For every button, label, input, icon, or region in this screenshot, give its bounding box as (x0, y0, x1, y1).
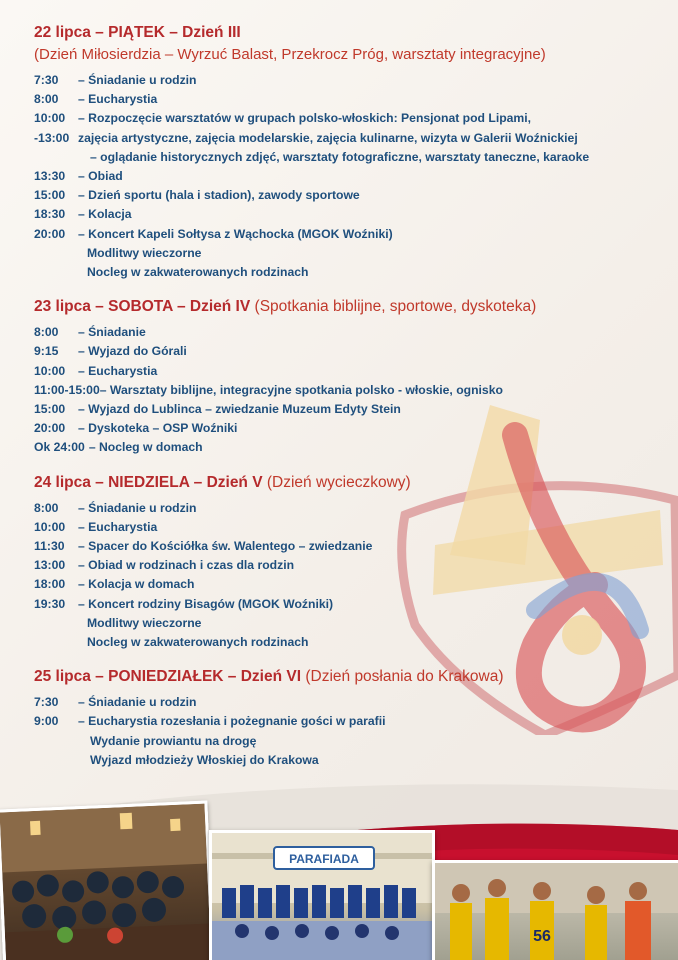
item-time: 8:00 (34, 92, 59, 107)
schedule-item (34, 518, 654, 537)
day-title: 24 lipca – NIEDZIELA – Dzień V (34, 473, 263, 491)
day-subtitle: (Spotkania biblijne, sportowe, dyskoteka) (254, 298, 537, 316)
day-title: 23 lipca – SOBOTA – Dzień IV (34, 298, 251, 316)
item-time: 11:30 (34, 539, 65, 554)
item-text: – Śniadanie u rodzin (78, 695, 197, 710)
item-time: 13:00 (34, 558, 66, 573)
schedule-item (34, 167, 654, 186)
church-group-photo (0, 800, 215, 960)
schedule-item (34, 419, 654, 438)
schedule (34, 22, 654, 784)
item-text: – Dzień sportu (hala i stadion), zawody sportowe (78, 188, 360, 203)
item-time: 10:00 (34, 519, 66, 534)
item-text: – Wyjazd do Lublinca – zwiedzanie Muzeum Edyty Stein (78, 402, 401, 417)
item-time: 9:00 (34, 714, 59, 729)
item-time: 10:00 (34, 111, 66, 126)
item-text: – Koncert rodziny Bisagów (MGOK Woźniki) (78, 596, 334, 611)
day-section (34, 296, 654, 457)
item-time: 7:30 (34, 695, 59, 710)
item-text: – Śniadanie u rodzin (78, 73, 197, 87)
parafiada-banner: PARAFIADA (289, 852, 359, 866)
item-text: – Eucharystia (78, 92, 158, 107)
day-heading (34, 472, 654, 493)
day-heading: 22 lipca – PIĄTEK – Dzień III (34, 24, 241, 41)
schedule-item (34, 109, 654, 128)
item-continuation: Wydanie prowiantu na drogę (90, 733, 257, 748)
item-continuation: Nocleg w zakwaterowanych rodzinach (87, 635, 309, 650)
item-text: – Kolacja w domach (78, 577, 195, 592)
item-text: – Obiad w rodzinach i czas dla rodzin (78, 558, 295, 573)
item-time: 9:15 (34, 344, 59, 359)
item-text: – Eucharystia (78, 363, 158, 378)
item-continuation: – oglądanie historycznych zdjęć, warsztaty fotograficzne, warsztaty taneczne, karaoke (90, 149, 590, 164)
item-text: – Obiad (78, 169, 123, 184)
day-title: 25 lipca – PONIEDZIAŁEK – Dzień VI (34, 668, 302, 686)
item-text: – Śniadanie u rodzin (78, 500, 197, 515)
day-subtitle: (Dzień wycieczkowy) (266, 473, 411, 491)
item-text: – Rozpoczęcie warsztatów w grupach polsko-włoskich: Pensjonat pod Lipami, (78, 111, 532, 126)
item-text: zajęcia artystyczne, zajęcia modelarskie, zajęcia kulinarne, wizyta w Galerii Woźnickiej (78, 130, 578, 145)
schedule-item (34, 129, 654, 148)
schedule-item (34, 712, 654, 731)
schedule-item (34, 323, 654, 342)
item-text: – Kolacja (78, 207, 132, 222)
item-time: 15:00 (34, 188, 66, 203)
day-section (34, 22, 654, 282)
schedule-item (34, 205, 654, 224)
schedule-item (34, 438, 654, 457)
item-continuation: Nocleg w zakwaterowanych rodzinach (87, 265, 309, 280)
schedule-item (34, 537, 654, 556)
item-time: 20:00 (34, 421, 66, 436)
day-heading (34, 296, 654, 317)
item-time: 7:30 (34, 73, 59, 87)
schedule-item (34, 693, 654, 712)
jersey-number: 56 (533, 928, 551, 945)
item-time: 8:00 (34, 500, 59, 515)
item-continuation: Modlitwy wieczorne (87, 245, 202, 260)
day-subtitle: (Dzień posłania do Krakowa) (305, 668, 504, 686)
schedule-item (34, 71, 654, 90)
item-time: 18:30 (34, 207, 66, 222)
item-text: – Warsztaty biblijne, integracyjne spotkania polsko - włoskie, ognisko (99, 382, 503, 397)
schedule-item (34, 400, 654, 419)
item-text: – Spacer do Kościółka św. Walentego – zwiedzanie (78, 539, 373, 554)
item-time: 19:30 (34, 596, 66, 611)
item-time: 15:00 (34, 402, 66, 417)
schedule-item (34, 225, 654, 244)
item-time: 8:00 (34, 325, 59, 340)
volleyball-team-photo (432, 860, 678, 960)
item-time: 11:00-15:00 (34, 382, 100, 397)
schedule-item (34, 342, 654, 361)
item-time: 13:30 (34, 169, 66, 184)
item-text: – Eucharystia rozesłania i pożegnanie gości w parafii (78, 714, 386, 729)
item-time: -13:00 (34, 130, 70, 145)
item-text: – Nocleg w domach (88, 440, 203, 455)
schedule-item (34, 595, 654, 614)
item-time: 20:00 (34, 226, 66, 241)
schedule-item (34, 362, 654, 381)
parafiada-team-photo (209, 830, 435, 960)
item-text: – Koncert Kapeli Sołtysa z Wąchocka (MGOK Woźniki) (78, 226, 393, 241)
day-subtitle: (Dzień Miłosierdzia – Wyrzuć Balast, Przekrocz Próg, warsztaty integracyjne) (34, 46, 546, 63)
schedule-item (34, 499, 654, 518)
item-continuation: Modlitwy wieczorne (87, 615, 202, 630)
day-heading (34, 666, 654, 687)
item-continuation: Wyjazd młodzieży Włoskiej do Krakowa (90, 752, 319, 767)
item-text: – Dyskoteka – OSP Woźniki (78, 421, 238, 436)
item-time: 10:00 (34, 363, 66, 378)
schedule-item (34, 186, 654, 205)
schedule-item (34, 381, 654, 400)
item-text: – Śniadanie (78, 325, 146, 340)
schedule-item (34, 556, 654, 575)
schedule-item (34, 575, 654, 594)
item-time: Ok 24:00 (34, 440, 85, 455)
item-text: – Eucharystia (78, 519, 158, 534)
day-section (34, 666, 654, 770)
schedule-item (34, 90, 654, 109)
item-text: – Wyjazd do Górali (78, 344, 187, 359)
day-section (34, 472, 654, 653)
item-time: 18:00 (34, 577, 66, 592)
